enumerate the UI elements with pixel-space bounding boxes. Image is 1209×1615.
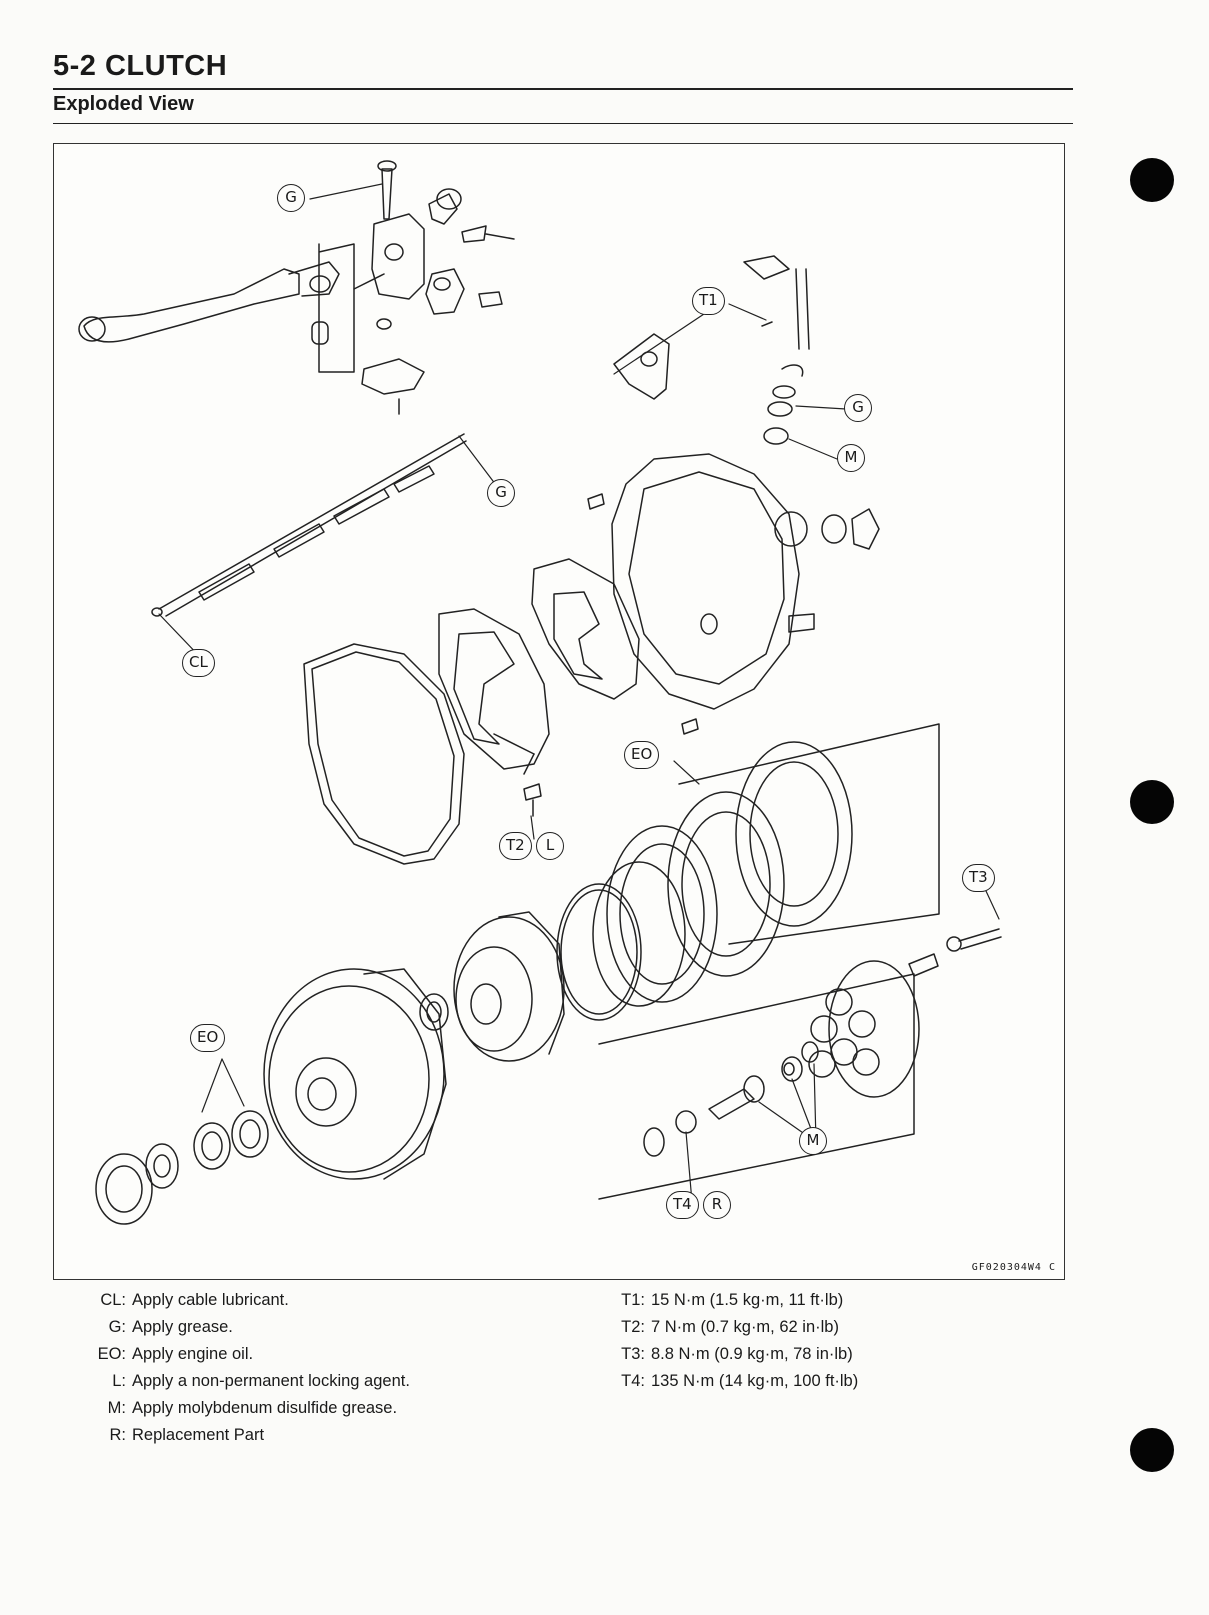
inner-cover-plates (439, 559, 639, 816)
binder-hole-middle (1130, 780, 1174, 824)
legend-item: EO: Apply engine oil. (97, 1345, 254, 1363)
callout-m-shaft: M (837, 444, 865, 472)
clutch-exploded-diagram (54, 144, 1064, 1279)
callout-cl: CL (182, 649, 215, 677)
clutch-cover (588, 454, 879, 734)
page-subtitle: Exploded View (53, 93, 194, 115)
legend-item: CL: Apply cable lubricant. (100, 1291, 289, 1309)
legend-item: M: Apply molybdenum disulfide grease. (107, 1399, 398, 1417)
callout-t4: T4 (666, 1191, 699, 1219)
callout-m-pushrod: M (799, 1127, 827, 1155)
torque-item: T4: 135 N·m (14 kg·m, 100 ft·lb) (621, 1372, 859, 1390)
legend-item: R: Replacement Part (109, 1426, 265, 1444)
clutch-housing (264, 969, 446, 1179)
pressure-plate-assembly (599, 929, 1001, 1199)
leader-lines (159, 184, 999, 1202)
callout-t3: T3 (962, 864, 995, 892)
title-rule (53, 88, 1073, 90)
torque-item: T2: 7 N·m (0.7 kg·m, 62 in·lb) (621, 1318, 839, 1336)
section-title: 5-2 CLUTCH (53, 50, 228, 82)
callout-eo-plates: EO (624, 741, 659, 769)
figure-reference-code: GF020304W4 C (971, 1262, 1056, 1273)
callout-eo-housing: EO (190, 1024, 225, 1052)
callout-t1: T1 (692, 287, 725, 315)
torque-item: T3: 8.8 N·m (0.9 kg·m, 78 in·lb) (621, 1345, 853, 1363)
callout-l: L (536, 832, 564, 860)
clutch-cable (152, 434, 466, 616)
callout-g-lever-pivot: G (277, 184, 305, 212)
binder-hole-bottom (1130, 1428, 1174, 1472)
legend-item: L: Apply a non-permanent locking agent. (112, 1372, 410, 1390)
callout-r: R (703, 1191, 731, 1219)
subtitle-rule (53, 123, 1073, 124)
callout-g-cable: G (487, 479, 515, 507)
torque-item: T1: 15 N·m (1.5 kg·m, 11 ft·lb) (621, 1291, 844, 1309)
binder-hole-top (1130, 158, 1174, 202)
release-shaft-assembly (614, 256, 809, 444)
clutch-plates (557, 724, 939, 1020)
callout-g-shaft: G (844, 394, 872, 422)
exploded-view-figure (53, 143, 1065, 1280)
legend-item: G: Apply grease. (108, 1318, 233, 1336)
bearings-and-gears (96, 1111, 268, 1224)
legend-right (603, 1287, 858, 1395)
callout-t2: T2 (499, 832, 532, 860)
legend-left (84, 1287, 410, 1449)
